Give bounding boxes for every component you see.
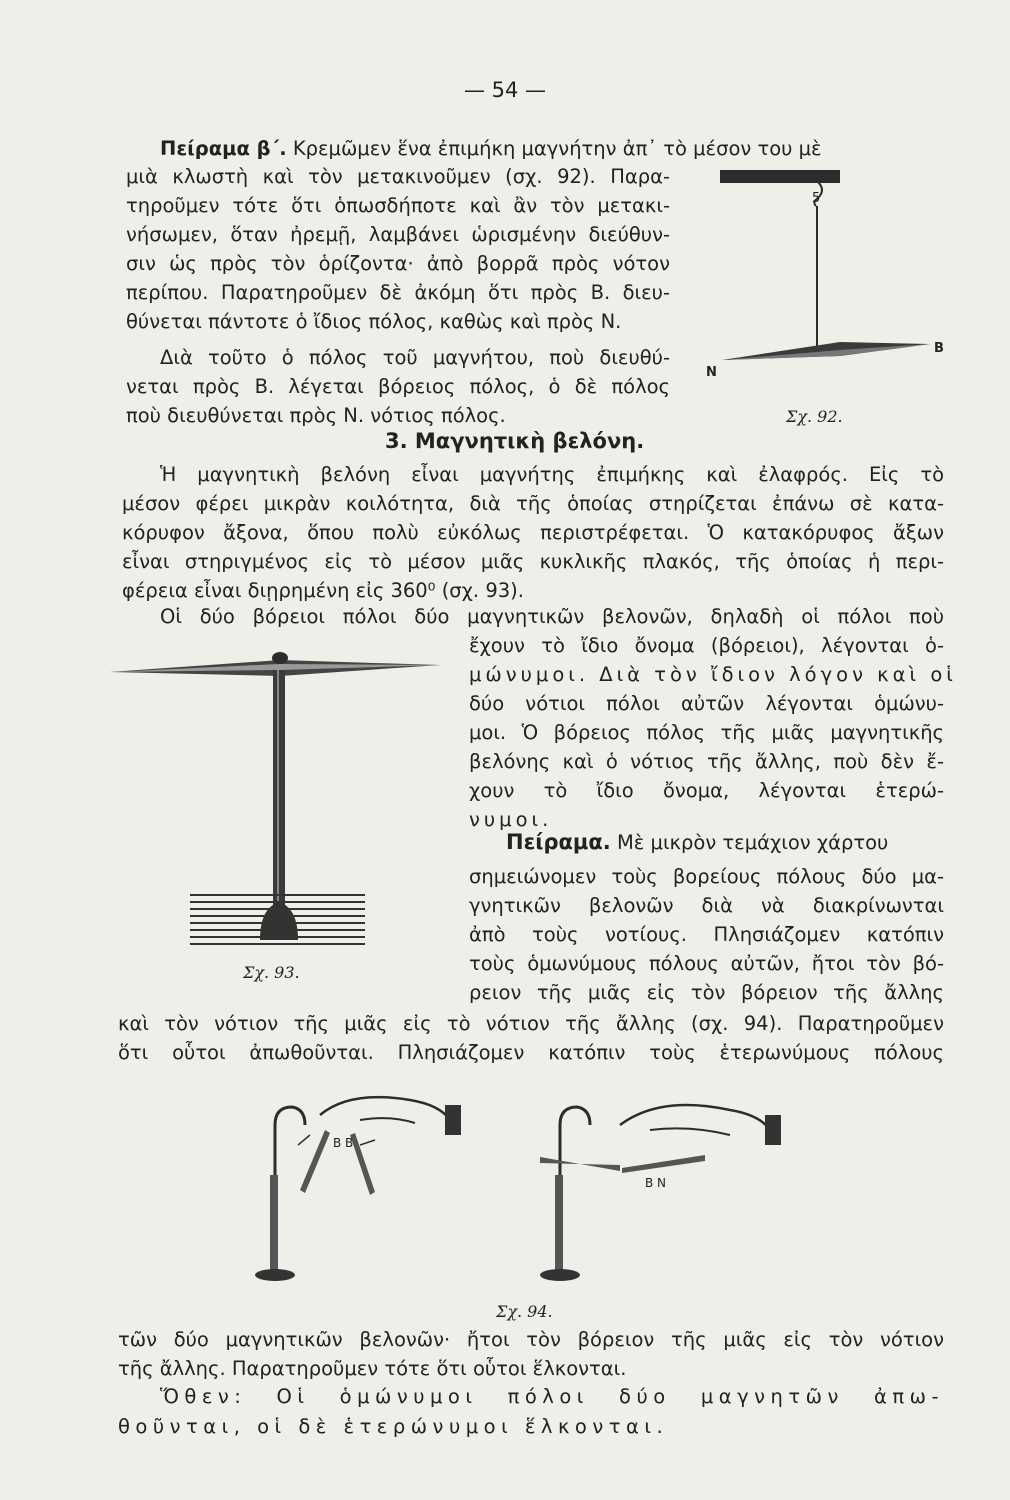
text-line: σιν ὡς πρὸς τὸν ὁρίζοντα· ἀπὸ βορρᾶ πρὸς νότον — [126, 252, 670, 275]
conclusion-line-2: θοῦνται, οἱ δὲ ἑτερώνυμοι ἕλκονται. — [118, 1415, 669, 1438]
text-line: τοὺς ὁμωνύμους πόλους αὐτῶν, ἤτοι τὸν βό- — [469, 952, 944, 975]
text-line: μιὰ κλωστὴ καὶ τὸν μετακινοῦμεν (σχ. 92). Παρα- — [126, 165, 670, 188]
fig92-label-n: Ν — [706, 365, 717, 380]
fig92-label-b: Β — [934, 341, 944, 356]
text-line: κόρυφον ἄξονα, ὅπου πολὺ εὐκόλως περιστρέφεται. Ὁ κατακόρυφος ἄξων — [122, 521, 944, 544]
text-line: εἶναι στηριγμένος εἰς τὸ μέσον μιᾶς κυκλικῆς πλακός, τῆς ὁποίας ἡ περι- — [122, 550, 944, 573]
text-line: Ἡ μαγνητικὴ βελόνη εἶναι μαγνήτης ἐπιμήκης καὶ ἐλαφρός. Εἰς τὸ — [160, 463, 944, 486]
text-line: μώνυμοι. Διὰ τὸν ἴδιον λόγον καὶ οἱ — [469, 663, 957, 686]
text-line: Διὰ τοῦτο ὁ πόλος τοῦ μαγνήτου, ποὺ διευθύ- — [160, 346, 670, 369]
text-line: περίπου. Παρατηροῦμεν δὲ ἀκόμη ὅτι πρὸς Β. διευ- — [126, 281, 670, 304]
section-heading: 3. Μαγνητικὴ βελόνη. — [385, 429, 645, 453]
text-line: θύνεται πάντοτε ὁ ἴδιος πόλος, καθὼς καὶ πρὸς Ν. — [126, 310, 622, 333]
fig94-left-labels: Β Β — [333, 1136, 354, 1150]
text-line: ἔχουν τὸ ἴδιο ὄνομα (βόρειοι), λέγονται ὁ- — [469, 634, 944, 657]
page-number: — 54 — — [463, 78, 547, 102]
para1-line1 — [160, 136, 944, 162]
text-line: Οἱ δύο βόρειοι πόλοι δύο μαγνητικῶν βελονῶν, δηλαδὴ οἱ πόλοι ποὺ — [160, 605, 944, 628]
text-line: μέσον φέρει μικρὰν κοιλότητα, διὰ τῆς ὁποίας στηρίζεται ἐπάνω σὲ κατα- — [122, 492, 944, 515]
conclusion-line-1: Ὅθεν: Οἱ ὁμώνυμοι πόλοι δύο μαγνητῶν ἀπω- — [160, 1385, 944, 1408]
fig92-label-top: 5 — [812, 191, 821, 206]
fig94-right-labels: Β Ν — [645, 1176, 667, 1190]
text-line: νήσωμεν, ὅταν ἠρεμῇ, λαμβάνει ὡρισμένην διεύθυν- — [126, 223, 670, 246]
figure-94-needle-experiment — [250, 1085, 810, 1295]
text-line: τῆς ἄλλης. Παρατηροῦμεν τότε ὅτι οὗτοι ἕλκονται. — [118, 1357, 627, 1380]
text-line: ποὺ διευθύνεται πρὸς Ν. νότιος πόλος. — [126, 404, 506, 427]
text-line: φέρεια εἶναι διῃρημένη εἰς 360⁰ (σχ. 93). — [122, 579, 524, 602]
text-line: βελόνης καὶ ὁ νότιος τῆς ἄλλης, ποὺ δὲν ἔ- — [469, 750, 944, 773]
experiment-label: Πείραμα β΄. — [160, 137, 287, 160]
text-line: δύο νότιοι πόλοι αὐτῶν λέγονται ὁμώνυ- — [469, 692, 944, 715]
figure-92-suspended-magnet — [700, 160, 960, 400]
text-line: ἀπὸ τοὺς νοτίους. Πλησιάζομεν κατόπιν — [469, 923, 944, 946]
text-line: τῶν δύο μαγνητικῶν βελονῶν· ἤτοι τὸν βόρειον τῆς μιᾶς εἰς τὸν νότιον — [118, 1328, 944, 1351]
text-line: ὅτι οὗτοι ἀπωθοῦνται. Πλησιάζομεν κατόπιν τοὺς ἑτερωνύμους πόλους — [118, 1041, 944, 1064]
text-line: ρειον τῆς μιᾶς εἰς τὸν βόρειον τῆς ἄλλης — [469, 981, 944, 1004]
figure-93-caption: Σχ. 93. — [243, 963, 300, 982]
para5-line1-text: Μὲ μικρὸν τεμάχιον χάρτου — [616, 831, 889, 854]
text-line: μοι. Ὁ βόρειος πόλος τῆς μιᾶς μαγνητικῆς — [469, 721, 944, 744]
text-line: σημειώνομεν τοὺς βορείους πόλους δύο μα- — [469, 865, 944, 888]
text-line: νυμοι. — [469, 808, 553, 831]
experiment-label-2: Πείραμα. — [506, 830, 611, 854]
para5-line1 — [506, 829, 944, 856]
para1-line1-text: Κρεμῶμεν ἕνα ἐπιμήκη μαγνήτην ἀπ᾽ τὸ μέσον του μὲ — [292, 137, 822, 160]
figure-92-caption: Σχ. 92. — [786, 407, 843, 426]
figure-94-caption: Σχ. 94. — [496, 1302, 553, 1321]
text-line: καὶ τὸν νότιον τῆς μιᾶς εἰς τὸ νότιον τῆς ἄλλης (σχ. 94). Παρατηροῦμεν — [118, 1012, 944, 1035]
text-line: τηροῦμεν τότε ὅτι ὁπωσδήποτε καὶ ἂν τὸν μετακι- — [126, 194, 670, 217]
text-line: χουν τὸ ἴδιο ὄνομα, λέγονται ἑτερώ- — [469, 779, 944, 802]
text-line: γνητικῶν βελονῶν διὰ νὰ διακρίνωνται — [469, 894, 944, 917]
figure-93-magnetic-needle — [110, 640, 460, 970]
text-line: νεται πρὸς Β. λέγεται βόρειος πόλος, ὁ δὲ πόλος — [126, 375, 670, 398]
